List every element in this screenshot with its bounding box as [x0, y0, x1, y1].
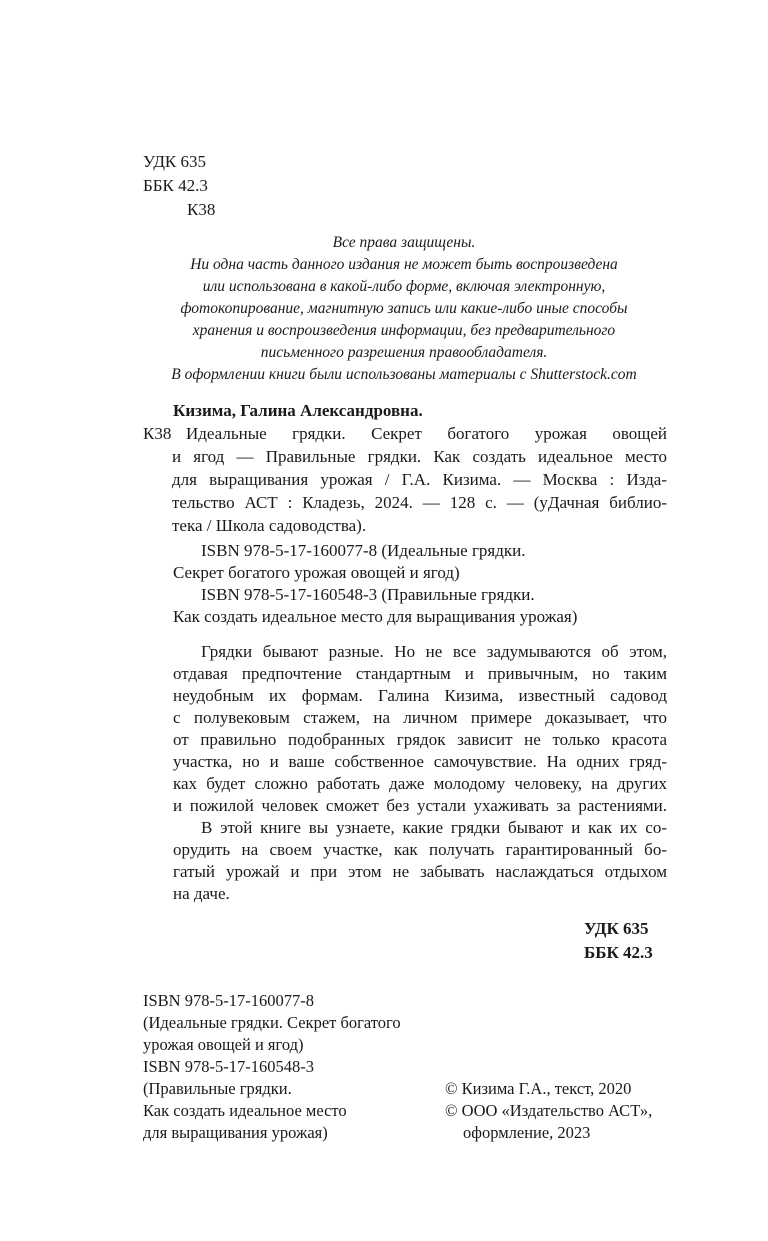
- bib-line: для выращивания урожая / Г.А. Кизима. — Москва : Изда-: [172, 470, 667, 489]
- rights-line: Ни одна часть данного издания не может быть воспроизведена: [190, 256, 618, 273]
- isbn-footer-line: (Правильные грядки.: [143, 1079, 292, 1098]
- abstract-line: от правильно подобранных грядок зависит не только красота: [173, 730, 667, 749]
- isbn-line: Секрет богатого урожая овощей и ягод): [173, 563, 460, 582]
- isbn-line: ISBN 978-5-17-160548-3 (Правильные грядки.: [201, 585, 535, 604]
- isbn-footer-line: ISBN 978-5-17-160077-8: [143, 991, 314, 1010]
- isbn-footer-line: для выращивания урожая): [143, 1123, 328, 1142]
- udk-code-bottom: УДК 635: [584, 919, 649, 938]
- abstract-line: и пожилой человек сможет без устали ухаживать за растениями.: [173, 796, 667, 815]
- abstract-line: ках будет сложно работать даже молодому человеку, на других: [173, 774, 667, 793]
- bbk-code-bottom: ББК 42.3: [584, 943, 653, 962]
- bib-line: и ягод — Правильные грядки. Как создать идеальное место: [172, 447, 667, 466]
- copyright-line: © Кизима Г.А., текст, 2020: [445, 1079, 632, 1098]
- isbn-footer-line: (Идеальные грядки. Секрет богатого: [143, 1013, 401, 1032]
- abstract-line: В этой книге вы узнаете, какие грядки бывают и как их со-: [201, 818, 667, 837]
- abstract-line: отдавая предпочтение стандартным и привычным, но таким: [173, 664, 667, 683]
- isbn-line: ISBN 978-5-17-160077-8 (Идеальные грядки.: [201, 541, 526, 560]
- abstract-line: орудить на своем участке, как получать гарантированный бо-: [173, 840, 667, 859]
- abstract-line: с полувековым стажем, на личном примере доказывает, что: [173, 708, 667, 727]
- abstract-line: участка, но и ваше собственное самочувствие. На одних гряд-: [173, 752, 667, 771]
- rights-line: письменного разрешения правообладателя.: [260, 344, 548, 361]
- bbk-code: ББК 42.3: [143, 176, 208, 195]
- rights-line: В оформлении книги были использованы материалы с Shutterstock.com: [171, 366, 637, 383]
- abstract-line: Грядки бывают разные. Но не все задумываются об этом,: [201, 642, 667, 661]
- rights-line: Все права защищены.: [332, 234, 476, 251]
- bib-line: тека / Школа садоводства).: [172, 516, 367, 535]
- udk-code: УДК 635: [143, 152, 207, 171]
- rights-line: хранения и воспроизведения информации, без предварительного: [192, 322, 616, 339]
- copyright-line: © ООО «Издательство АСТ»,: [445, 1101, 653, 1120]
- copyright-line: оформление, 2023: [463, 1123, 591, 1142]
- isbn-footer-line: ISBN 978-5-17-160548-3: [143, 1057, 314, 1076]
- author-heading: Кизима, Галина Александровна.: [173, 401, 423, 420]
- author-mark: К38: [187, 200, 216, 219]
- bib-line: тельство АСТ : Кладезь, 2024. — 128 с. — (уДачная библио-: [172, 493, 667, 512]
- isbn-footer-line: Как создать идеальное место: [143, 1101, 347, 1120]
- abstract-line: неудобным их формам. Галина Кизима, известный садовод: [173, 686, 667, 705]
- abstract-line: на даче.: [173, 884, 230, 903]
- isbn-footer-line: урожая овощей и ягод): [143, 1035, 304, 1054]
- bib-line: Идеальные грядки. Секрет богатого урожая овощей: [186, 424, 667, 443]
- abstract-line: гатый урожай и при этом не забывать наслаждаться отдыхом: [173, 862, 667, 881]
- catalog-code: К38: [143, 424, 172, 443]
- isbn-line: Как создать идеальное место для выращивания урожая): [173, 607, 578, 626]
- rights-line: или использована в какой-либо форме, включая электронную,: [202, 278, 606, 295]
- rights-line: фотокопирование, магнитную запись или какие-либо иные способы: [180, 300, 628, 317]
